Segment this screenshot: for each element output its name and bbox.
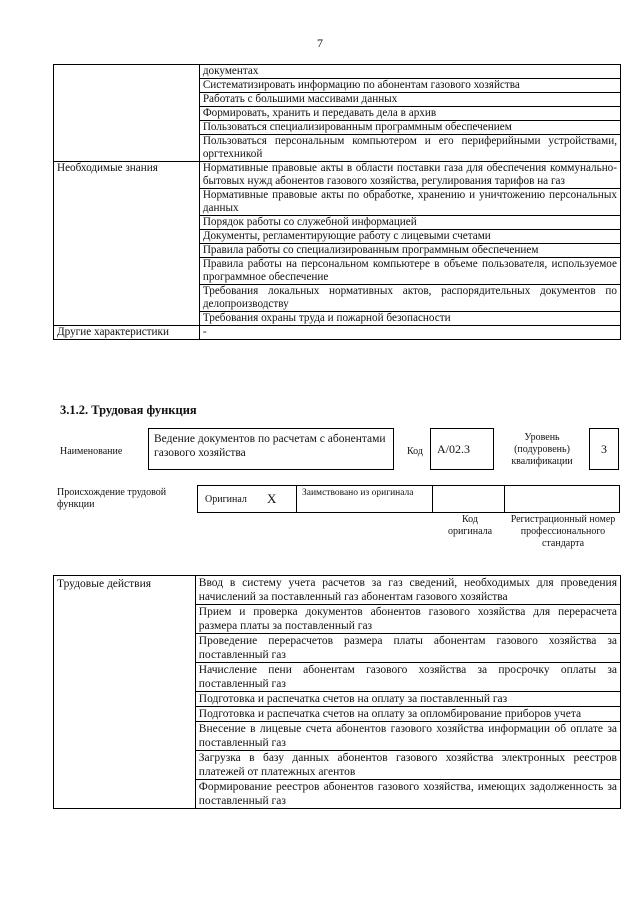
borrowed-box [296, 485, 433, 513]
level-label: Уровень (подуровень) квалификации [511, 432, 573, 467]
requirements-table [53, 64, 621, 340]
table-cell: Прием и проверка документов абонентов газового хозяйства для перерасчета размера платы за поставленный газ [195, 605, 620, 634]
table-cell: Внесение в лицевые счета абонентов газового хозяйства информации об оплате за поставленный газ [195, 722, 620, 751]
page-number: 7 [317, 36, 323, 50]
function-name-value: Ведение документов по расчетам с абонентами газового хозяйства [154, 433, 386, 459]
table-cell: Формирование реестров абонентов газового хозяйства, имеющих задолженность за поставленный газ [195, 780, 620, 809]
labor-actions-table [53, 575, 621, 809]
table-cell: Требования локальных нормативных актов, распорядительных документов по делопроизводству [199, 285, 620, 312]
table-cell: Работать с большими массивами данных [199, 93, 620, 107]
table-cell: Документы, регламентирующие работу с лицевыми счетами [199, 230, 620, 244]
table-cell: Подготовка и распечатка счетов на оплату за опломбирование приборов учета [195, 707, 620, 722]
table-cell: Проведение перерасчетов размера платы абонентам газового хозяйства за поставленный газ [195, 634, 620, 663]
table-cell: Требования охраны труда и пожарной безопасности [199, 312, 620, 326]
row-label-actions: Трудовые действия [54, 576, 196, 809]
table-cell: Пользоваться специализированным программным обеспечением [199, 121, 620, 135]
row-label-other: Другие характеристики [54, 326, 200, 340]
section-heading: 3.1.2. Трудовая функция [60, 403, 197, 417]
table-cell: Ввод в систему учета расчетов за газ сведений, необходимых для проведения начислений за поставленный газ абонентам газового хозяйства [195, 576, 620, 605]
table-row [54, 162, 621, 189]
code-value: A/02.3 [437, 442, 470, 456]
original-mark: X [267, 491, 277, 506]
table-cell: Систематизировать информацию по абонентам газового хозяйства [199, 79, 620, 93]
table-cell: Подготовка и распечатка счетов на оплату за поставленный газ [195, 692, 620, 707]
original-label: Оригинал [205, 494, 247, 505]
table-cell: Порядок работы со служебной информацией [199, 216, 620, 230]
table-cell: - [199, 326, 620, 340]
table-cell: Формировать, хранить и передавать дела в архив [199, 107, 620, 121]
row-label [54, 65, 200, 162]
level-value: 3 [601, 442, 607, 456]
table-cell: Нормативные правовые акты по обработке, хранению и уничтожению персональных данных [199, 189, 620, 216]
reg-number-label: Регистрационный номер профессионального стандарта [510, 514, 616, 549]
table-cell: Загрузка в базу данных абонентов газового хозяйства электронных реестров платежей от платежных агентов [195, 751, 620, 780]
origin-label: Происхождение трудовой функции [57, 487, 167, 510]
table-row [54, 65, 621, 79]
table-cell: Правила работы со специализированным программным обеспечением [199, 244, 620, 258]
borrowed-label: Заимствовано из оригинала [302, 488, 414, 498]
function-name-box [148, 428, 394, 470]
table-cell: Пользоваться персональным компьютером и его периферийными устройствами, оргтехникой [199, 135, 620, 162]
table-cell: Правила работы на персональном компьютере в объеме пользователя, используемое программное обеспечение [199, 258, 620, 285]
table-cell: Начисление пени абонентам газового хозяйства за просрочку оплаты за поставленный газ [195, 663, 620, 692]
table-cell: документах [199, 65, 620, 79]
code-original-label: Код оригинала [447, 514, 493, 537]
reg-number-box [504, 485, 620, 513]
code-original-box [432, 485, 505, 513]
name-label: Наименование [60, 446, 123, 457]
row-label-knowledge: Необходимые знания [54, 162, 200, 326]
original-box [197, 485, 297, 513]
code-box [430, 428, 494, 470]
table-cell: Нормативные правовые акты в области поставки газа для обеспечения коммунально-бытовых нужд абонентов газового хозяйства, регулирования тарифов на газ [199, 162, 620, 189]
table-row [54, 326, 621, 340]
table-row [54, 576, 621, 605]
level-box [589, 428, 619, 470]
code-label: Код [407, 446, 423, 457]
